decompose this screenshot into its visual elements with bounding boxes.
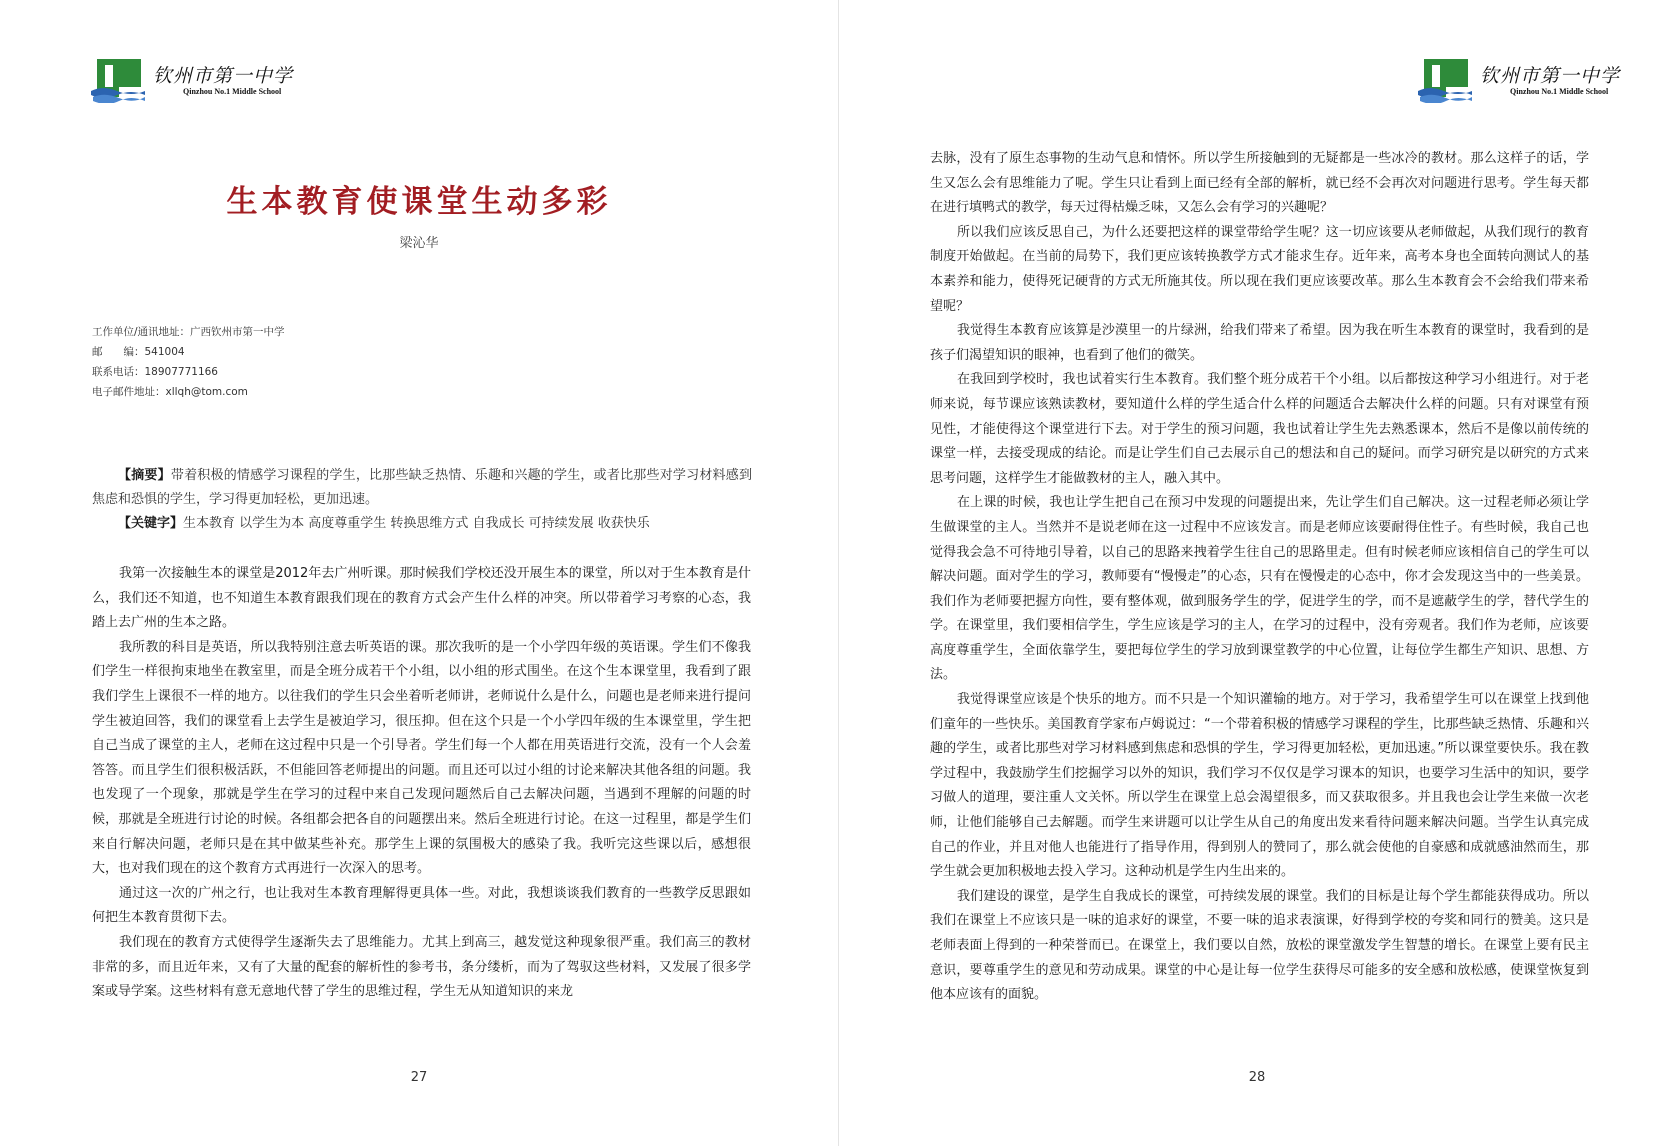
school-name-cn: 钦州市第一中学 [1480,64,1621,87]
body-paragraph: 在上课的时候，我也让学生把自己在预习中发现的问题提出来，先让学生们自己解决。这一过程老师必须让学生做课堂的主人。当然并不是说老师在这一过程中不应该发言。而是老师应该要耐得住性子。有些时候，我自己也觉得我会急不可待地引导着，以自己的思路来拽着学生往自己的思路里走。但有时候老师应该相信自己的学生可以解决问题。面对学生的学习，教师要有“慢慢走”的心态，只有在慢慢走的心态中，你才会发现这当中的一些美景。我们作为老师要把握方向性，要有整体观，做到服务学生的学，促进学生的学，而不是遮蔽学生的学，替代学生的学。在课堂里，我们要相信学生，学生应该是学习的主人，在学习的过程中，没有旁观者。我们作为老师，应该要高度尊重学生，全面依靠学生，要把每位学生的学习放到课堂教学的中心位置，让每位学生都生产知识、思想、方法。 [930,495,1589,683]
left-page [0,0,838,1146]
school-name-cn: 钦州市第一中学 [153,64,294,87]
abstract-paragraph [92,464,752,512]
school-logo [1416,57,1620,103]
school-emblem-icon [89,57,147,103]
keywords-paragraph [92,512,752,536]
school-emblem-icon [1416,57,1474,103]
abstract-text: 带着积极的情感学习课程的学生，比那些缺乏热情、乐趣和兴趣的学生，或者比那些对学习材料感到焦虑和恐惧的学生，学习得更加轻松，更加迅速。 [92,468,752,507]
contact-postcode: 邮 编：541004 [92,346,185,358]
body-paragraph: 通过这一次的广州之行，也让我对生本教育理解得更具体一些。对此，我想谈谈我们教育的一些教学反思跟如何把生本教育贯彻下去。 [92,885,751,926]
body-paragraph: 我第一次接触生本的课堂是2012年去广州听课。那时候我们学校还没开展生本的课堂，所以对于生本教育是什么，我们还不知道，也不知道生本教育跟我们现在的教育方式会产生什么样的冲突。所以带着学习考察的心态，我踏上去广州的生本之路。 [92,566,751,631]
page-number: 28 [1248,1070,1266,1085]
school-name-en: Qinzhou No.1 Middle School [183,86,282,96]
abstract-block [92,464,752,536]
school-logo [89,57,293,103]
keywords-text: 生本教育 以学生为本 高度尊重学生 转换思维方式 自我成长 可持续发展 收获快乐 [183,516,650,531]
article-title: 生本教育使课堂生动多彩 [226,184,612,220]
right-body-text [930,147,1589,1008]
body-paragraph: 去脉，没有了原生态事物的生动气息和情怀。所以学生所接触到的无疑都是一些冰冷的教材。那么这样子的话，学生又怎么会有思维能力了呢。学生只让看到上面已经有全部的解析，就已经不会再次对问题进行思考。学生每天都在进行填鸭式的教学，每天过得枯燥乏味，又怎么会有学习的兴趣呢？ [930,151,1589,216]
school-name-en: Qinzhou No.1 Middle School [1510,86,1609,96]
left-body-text [92,562,751,1005]
body-paragraph: 我觉得生本教育应该算是沙漠里一的片绿洲，给我们带来了希望。因为我在听生本教育的课堂时，我看到的是孩子们渴望知识的眼神，也看到了他们的微笑。 [930,323,1589,363]
contact-email: 电子邮件地址：xllqh@tom.com [92,386,248,398]
right-page [838,0,1677,1146]
body-paragraph: 所以我们应该反思自己，为什么还要把这样的课堂带给学生呢？这一切应该要从老师做起，从我们现行的教育制度开始做起。在当前的局势下，我们更应该转换教学方式才能求生存。近年来，高考本身也全面转向测试人的基本素养和能力，使得死记硬背的方式无所施其伎。所以现在我们更应该要改革。那么生本教育会不会给我们带来希望呢？ [930,224,1589,314]
abstract-label: 【摘要】 [118,468,171,483]
body-paragraph: 我们现在的教育方式使得学生逐渐失去了思维能力。尤其上到高三，越发觉这种现象很严重。我们高三的教材非常的多，而且近年来，又有了大量的配套的解析性的参考书，条分缕析，而为了驾驭这些材料，又发展了很多学案或导学案。这些材料有意无意地代替了学生的思维过程，学生无从知道知识的来龙 [92,934,751,1000]
contact-phone: 联系电话：18907771166 [92,366,218,378]
body-paragraph: 我觉得课堂应该是个快乐的地方。而不只是一个知识灌输的地方。对于学习，我希望学生可以在课堂上找到他们童年的一些快乐。美国教育学家布卢姆说过：“一个带着积极的情感学习课程的学生，比那些缺乏热情、乐趣和兴趣的学生，或者比那些对学习材料感到焦虑和恐惧的学生，学习得更加轻松，更加迅速。”所以课堂要快乐。我在教学过程中，我鼓励学生们挖掘学习以外的知识，我们学习不仅仅是学习课本的知识，也要学习生活中的知识，要学习做人的道理，要注重人文关怀。所以学生在课堂上总会渴望很多，而又获取很多。并且我也会让学生来做一次老师，让他们能够自己去解题。而学生来讲题可以让学生从自己的角度出发来看待问题来解决问题。当学生认真完成自己的作业，并且对他人也能进行了指导作用，得到别人的赞同了，那么就会使他的自豪感和成就感油然而生，那学生就会更加积极地去投入学习。这种动机是学生内生出来的。 [930,692,1589,880]
author-contact-block [92,322,285,402]
contact-workplace: 工作单位/通讯地址：广西钦州市第一中学 [92,326,285,338]
article-author: 梁沁华 [399,236,439,251]
keywords-label: 【关键字】 [118,516,184,531]
body-paragraph: 我所教的科目是英语，所以我特别注意去听英语的课。那次我听的是一个小学四年级的英语课。学生们不像我们学生一样很拘束地坐在教室里，而是全班分成若干个小组，以小组的形式围坐。在这个生本课堂里，我看到了跟我们学生上课很不一样的地方。以往我们的学生只会坐着听老师讲，老师说什么是什么，问题也是老师来进行提问学生被迫回答，我们的课堂看上去学生是被迫学习，很压抑。但在这个只是一个小学四年级的生本课堂里，学生把自己当成了课堂的主人，老师在这过程中只是一个引导者。学生们每一个人都在用英语进行交流，没有一个人会羞答答。而且学生们很积极活跃，不但能回答老师提出的问题。而且还可以过小组的讨论来解决其他各组的问题。我也发现了一个现象，那就是学生在学习的过程中来自己发现问题然后自己去解决问题，当遇到不理解的问题的时候，那就是全班进行讨论的时候。各组都会把各自的问题摆出来。然后全班进行讨论。在这一过程里，都是学生们来自行解决问题，老师只是在其中做某些补充。那学生上课的氛围极大的感染了我。我听完这些课以后，感想很大，也对我们现在的这个教育方式再进行一次深入的思考。 [92,639,751,877]
body-paragraph: 在我回到学校时，我也试着实行生本教育。我们整个班分成若干个小组。以后都按这种学习小组进行。对于老师来说，每节课应该熟读教材，要知道什么样的学生适合什么样的问题适合去解决什么样的问题。只有对课堂有预见性，才能使得这个课堂进行下去。对于学生的预习问题，我也试着让学生先去熟悉课本，然后不是像以前传统的课堂一样，去接受现成的结论。而是让学生们自己去展示自己的想法和自己的疑问。而学习研究是以研究的方式来思考问题，这样学生才能做教材的主人，融入其中。 [930,372,1589,486]
page-number: 27 [410,1070,428,1085]
body-paragraph: 我们建设的课堂，是学生自我成长的课堂，可持续发展的课堂。我们的目标是让每个学生都能获得成功。所以我们在课堂上不应该只是一味的追求好的课堂，不要一味的追求表演课，好得到学校的夸奖和同行的赞美。这只是老师表面上得到的一种荣誉而已。在课堂上，我们要以自然，放松的课堂激发学生智慧的增长。在课堂上要有民主意识，要尊重学生的意见和劳动成果。课堂的中心是让每一位学生获得尽可能多的安全感和放松感，使课堂恢复到他本应该有的面貌。 [930,888,1589,1003]
